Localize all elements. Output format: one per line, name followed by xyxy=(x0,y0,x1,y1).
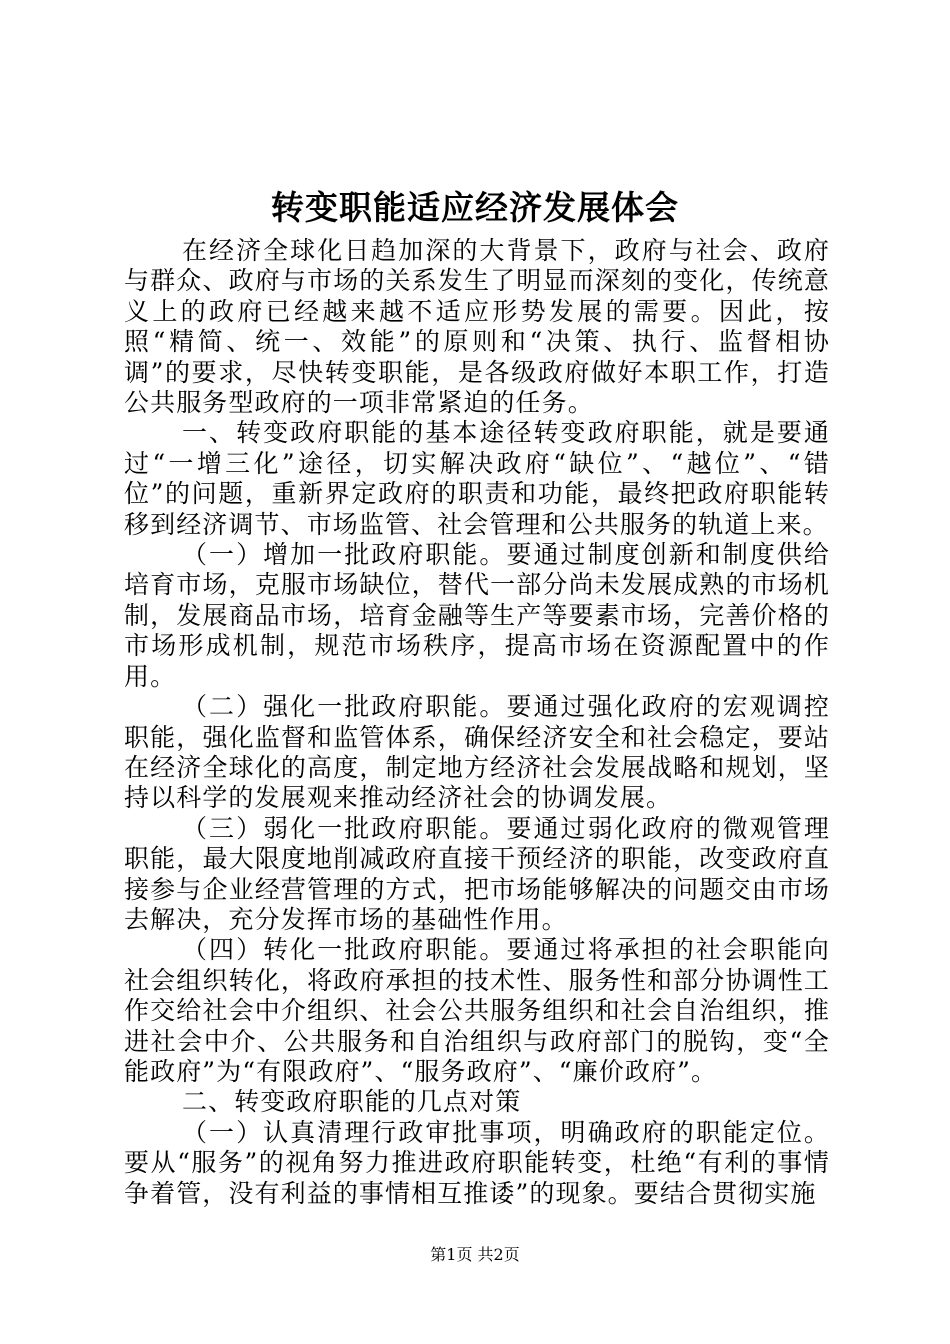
paragraph-section-2-heading: 二、转变政府职能的几点对策 xyxy=(182,1087,522,1117)
paragraph-section-1: 一、转变政府职能的基本途径转变政府职能，就是要通过“一增三化”途径，切实解决政府“缺位”、“越位”、“错位”的问题，重新界定政府的职责和功能，最终把政府职能转移到经济调节、市场监管、社会管理和公共服务的轨道上来。 xyxy=(124,418,830,539)
paragraph-item-4: （四）转化一批政府职能。要通过将承担的社会职能向社会组织转化，将政府承担的技术性、服务性和部分协调性工作交给社会中介组织、社会公共服务组织和社会自治组织，推进社会中介、公共服务和自治组织与政府部门的脱钩，变“全能政府”为“有限政府”、“服务政府”、“廉价政府”。 xyxy=(124,935,830,1086)
paragraph-item-2: （二）强化一批政府职能。要通过强化政府的宏观调控职能，强化监督和监管体系，确保经济安全和社会稳定，要站在经济全球化的高度，制定地方经济社会发展战略和规划，坚持以科学的发展观来推动经济社会的协调发展。 xyxy=(124,692,830,813)
paragraph-item-3: （三）弱化一批政府职能。要通过弱化政府的微观管理职能，最大限度地削减政府直接干预经济的职能，改变政府直接参与企业经营管理的方式，把市场能够解决的问题交由市场去解决，充分发挥市场的基础性作用。 xyxy=(124,813,830,934)
paragraph-measure-1: （一）认真清理行政审批事项，明确政府的职能定位。要从“服务”的视角努力推进政府职能转变，杜绝“有利的事情争着管，没有利益的事情相互推诿”的现象。要结合贯彻实施 xyxy=(124,1117,830,1208)
paragraph-item-1: （一）增加一批政府职能。要通过制度创新和制度供给培育市场，克服市场缺位，替代一部分尚未发展成熟的市场机制，发展商品市场，培育金融等生产等要素市场，完善价格的市场形成机制，规范市场秩序，提高市场在资源配置中的作用。 xyxy=(124,540,830,691)
document-body xyxy=(124,236,830,1209)
page-number-footer: 第1页 共2页 xyxy=(430,1245,520,1264)
document-title: 转变职能适应经济发展体会 xyxy=(271,188,679,227)
paragraph-intro: 在经济全球化日趋加深的大背景下，政府与社会、政府与群众、政府与市场的关系发生了明显而深刻的变化，传统意义上的政府已经越来越不适应形势发展的需要。因此，按照“精简、统一、效能”的原则和“决策、执行、监督相协调”的要求，尽快转变职能，是各级政府做好本职工作，打造公共服务型政府的一项非常紧迫的任务。 xyxy=(124,236,830,418)
